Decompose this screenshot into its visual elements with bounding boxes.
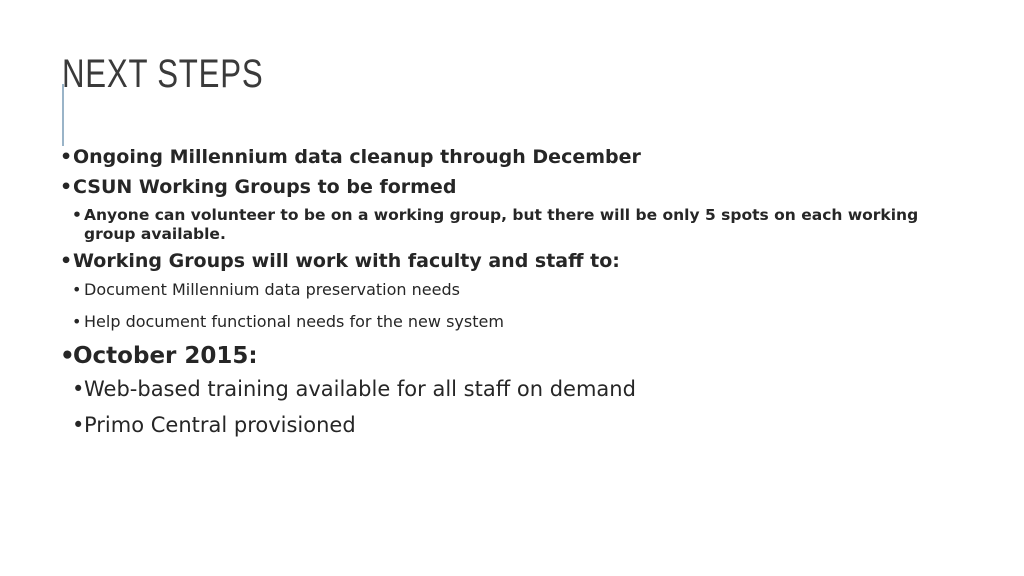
bullet-october-2015: • October 2015: [60, 343, 960, 371]
slide-title: NEXT STEPS [62, 52, 264, 96]
bullet-working-groups: • CSUN Working Groups to be formed [60, 176, 960, 199]
bullet-faculty-staff: • Working Groups will work with faculty and staff to: [60, 250, 960, 273]
bullet-list [60, 146, 960, 450]
sub-bullet-functional-needs: • Help document functional needs for the new system [72, 312, 960, 332]
sub-bullet-preservation: • Document Millennium data preservation needs [72, 280, 960, 300]
sub-bullet-primo-central: • Primo Central provisioned [72, 413, 960, 439]
sub-bullet-training: • Web-based training available for all staff on demand [72, 377, 960, 403]
sub-bullet-volunteer: • Anyone can volunteer to be on a working group, but there will be only 5 spots on each working group available. [72, 206, 960, 244]
bullet-millennium-cleanup: • Ongoing Millennium data cleanup through December [60, 146, 960, 169]
